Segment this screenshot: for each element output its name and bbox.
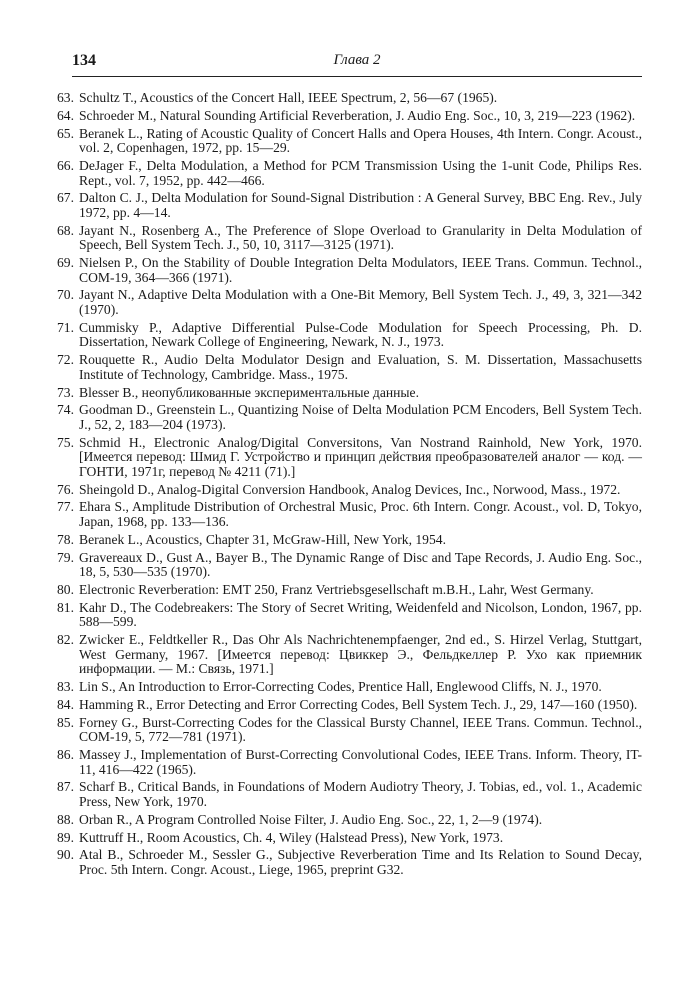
reference-number: 72. — [57, 352, 74, 368]
reference-text: Rouquette R., Audio Delta Modulator Design and Evaluation, S. M. Dissertation, Massachusetts Institute of Technology, Cambridge. Mass., 1975. — [79, 352, 642, 382]
reference-text: Atal B., Schroeder M., Sessler G., Subjective Reverberation Time and Its Relation to Sound Decay, Proc. 5th Intern. Congr. Acoust., Liege, 1965, preprint G32. — [79, 847, 642, 877]
reference-number: 64. — [57, 107, 74, 123]
reference-number: 75. — [57, 434, 74, 450]
reference-item — [40, 288, 642, 317]
reference-text: Kahr D., The Codebreakers: The Story of Secret Writing, Weidenfeld and Nicolson, London, 1967, pp. 588—599. — [79, 599, 642, 630]
reference-item — [40, 633, 642, 677]
reference-number: 85. — [57, 714, 74, 730]
reference-text: Forney G., Burst-Correcting Codes for the Classical Bursty Channel, IEEE Trans. Commun. Technol., COM-19, 5, 772—781 (1971). — [79, 714, 642, 745]
reference-number: 63. — [57, 90, 74, 105]
reference-text: Electronic Reverberation: EMT 250, Franz Vertriebsgesellschaft m.B.H., Lahr, West Germany. — [79, 582, 594, 597]
reference-number: 67. — [57, 190, 74, 206]
reference-number: 77. — [57, 499, 74, 515]
reference-text: Nielsen P., On the Stability of Double Integration Delta Modulators, IEEE Trans. Commun. Technol., COM-19, 364—366 (1971). — [79, 255, 642, 285]
reference-item — [40, 256, 642, 285]
reference-number: 82. — [57, 632, 74, 648]
reference-text: Schultz T., Acoustics of the Concert Hall, IEEE Spectrum, 2, 56—67 (1965). — [79, 90, 498, 105]
reference-number: 90. — [57, 847, 74, 863]
reference-text: Orban R., A Program Controlled Noise Filter, J. Audio Eng. Soc., 22, 1, 2—9 (1974). — [79, 811, 543, 827]
reference-number: 88. — [57, 811, 74, 827]
reference-item — [40, 848, 642, 877]
reference-text: Jayant N., Rosenberg A., The Preference of Slope Overload to Granularity in Delta Modulation of Speech, Bell System Tech. J., 50, 10, 3117—3125 (1971). — [79, 222, 642, 253]
reference-number: 69. — [57, 255, 74, 271]
reference-item — [40, 680, 642, 695]
reference-number: 74. — [57, 402, 74, 418]
reference-text: Lin S., An Introduction to Error-Correcting Codes, Prentice Hall, Englewood Cliffs, N. J., 1970. — [79, 679, 602, 695]
reference-number: 70. — [57, 287, 74, 303]
reference-item — [40, 403, 642, 432]
reference-text: Beranek L., Rating of Acoustic Quality of Concert Halls and Opera Houses, 4th Intern. Congr. Acoust., vol. 2, Copenhagen, 1972, pp. 15—29. — [79, 125, 642, 156]
reference-text: Cummisky P., Adaptive Differential Pulse-Code Modulation for Speech Processing, Ph. D. Dissertation, Newark College of Engineering, Newark, N. J., 1973. — [79, 319, 642, 350]
reference-number: 79. — [57, 549, 74, 565]
reference-number: 86. — [57, 747, 74, 763]
reference-item — [40, 831, 642, 846]
reference-item — [40, 353, 642, 382]
reference-item — [40, 224, 642, 253]
reference-number: 68. — [57, 222, 74, 238]
reference-item — [40, 716, 642, 745]
reference-text: Schroeder M., Natural Sounding Artificial Reverberation, J. Audio Eng. Soc., 10, 3, 219—223 (1962). — [79, 107, 636, 123]
reference-item — [40, 551, 642, 580]
reference-item — [40, 109, 642, 124]
reference-number: 65. — [57, 125, 74, 141]
reference-text: Jayant N., Adaptive Delta Modulation with a One-Bit Memory, Bell System Tech. J., 49, 3, 321—342 (1970). — [79, 287, 642, 318]
reference-number: 84. — [57, 696, 74, 712]
reference-text: Massey J., Implementation of Burst-Correcting Convolutional Codes, IEEE Trans. Inform. Theory, IT-11, 416—422 (1965). — [79, 747, 642, 777]
reference-number: 78. — [57, 531, 74, 547]
reference-number: 89. — [57, 829, 74, 845]
reference-item — [40, 698, 642, 713]
reference-number: 66. — [57, 157, 74, 173]
reference-text: Schmid H., Electronic Analog/Digital Conversitons, Van Nostrand Rainhold, New York, 1970. [Имеется перевод: Шмид Г. Устройство и принцип действия преобразователей аналог — код. — ГОНТИ, 1971г, перевод № 4211 (71).] — [79, 434, 642, 479]
reference-number: 71. — [57, 319, 74, 335]
reference-number: 80. — [57, 582, 74, 597]
reference-item — [40, 780, 642, 809]
reference-text: Ehara S., Amplitude Distribution of Orchestral Music, Proc. 6th Intern. Congr. Acoust., vol. D, Tokyo, Japan, 1968, pp. 133—136. — [79, 499, 642, 530]
chapter-title: Глава 2 — [333, 52, 381, 68]
reference-item — [40, 748, 642, 777]
reference-number: 73. — [57, 384, 74, 400]
reference-text: DeJager F., Delta Modulation, a Method for PCM Transmission Using the 1-unit Code, Philips Res. Rept., vol. 7, 1952, pp. 442—466. — [79, 157, 642, 188]
reference-item — [40, 321, 642, 350]
reference-number: 83. — [57, 679, 74, 695]
reference-item — [40, 533, 642, 548]
reference-item — [40, 91, 642, 106]
reference-item — [40, 583, 642, 598]
reference-text: Sheingold D., Analog-Digital Conversion Handbook, Analog Devices, Inc., Norwood, Mass., 1972. — [79, 481, 621, 497]
reference-number: 81. — [57, 599, 74, 615]
reference-number: 87. — [57, 779, 74, 795]
reference-text: Beranek L., Acoustics, Chapter 31, McGraw-Hill, New York, 1954. — [79, 531, 446, 547]
reference-item — [40, 436, 642, 480]
reference-text: Kuttruff H., Room Acoustics, Ch. 4, Wiley (Halstead Press), New York, 1973. — [79, 829, 504, 845]
reference-item — [40, 159, 642, 188]
reference-text: Scharf B., Critical Bands, in Foundations of Modern Audiotry Theory, J. Tobias, ed., vol. 1., Academic Press, New York, 1970. — [79, 779, 642, 810]
running-header — [72, 52, 642, 74]
reference-item — [40, 386, 642, 401]
reference-item — [40, 127, 642, 156]
page-number: 134 — [72, 52, 96, 69]
reference-text: Gravereaux D., Gust A., Bayer B., The Dynamic Range of Disc and Tape Records, J. Audio Eng. Soc., 18, 5, 530—535 (1970). — [79, 549, 642, 580]
reference-item — [40, 601, 642, 630]
reference-text: Goodman D., Greenstein L., Quantizing Noise of Delta Modulation PCM Encoders, Bell System Tech. J., 52, 2, 183—204 (1973). — [79, 402, 642, 432]
reference-text: Hamming R., Error Detecting and Error Correcting Codes, Bell System Tech. J., 29, 147—160 (1950). — [79, 696, 638, 712]
reference-item — [40, 500, 642, 529]
header-rule — [72, 76, 642, 77]
reference-text: Blesser B., неопубликованные экспериментальные данные. — [79, 384, 419, 400]
reference-item — [40, 483, 642, 498]
reference-number: 76. — [57, 481, 74, 497]
reference-list — [40, 91, 642, 881]
reference-text: Zwicker E., Feldtkeller R., Das Ohr Als Nachrichtenempfaenger, 2nd ed., S. Hirzel Verlag, Stuttgart, West Germany, 1967. [Имеется перевод: Цвиккер Э., Фельдкеллер Р. Ухо как приемник информации. — М.: Связь, 1971.] — [79, 632, 642, 677]
reference-text: Dalton C. J., Delta Modulation for Sound-Signal Distribution : A General Survey, BBC Eng. Rev., July 1972, pp. 4—14. — [79, 190, 642, 220]
reference-item — [40, 191, 642, 220]
reference-item — [40, 813, 642, 828]
